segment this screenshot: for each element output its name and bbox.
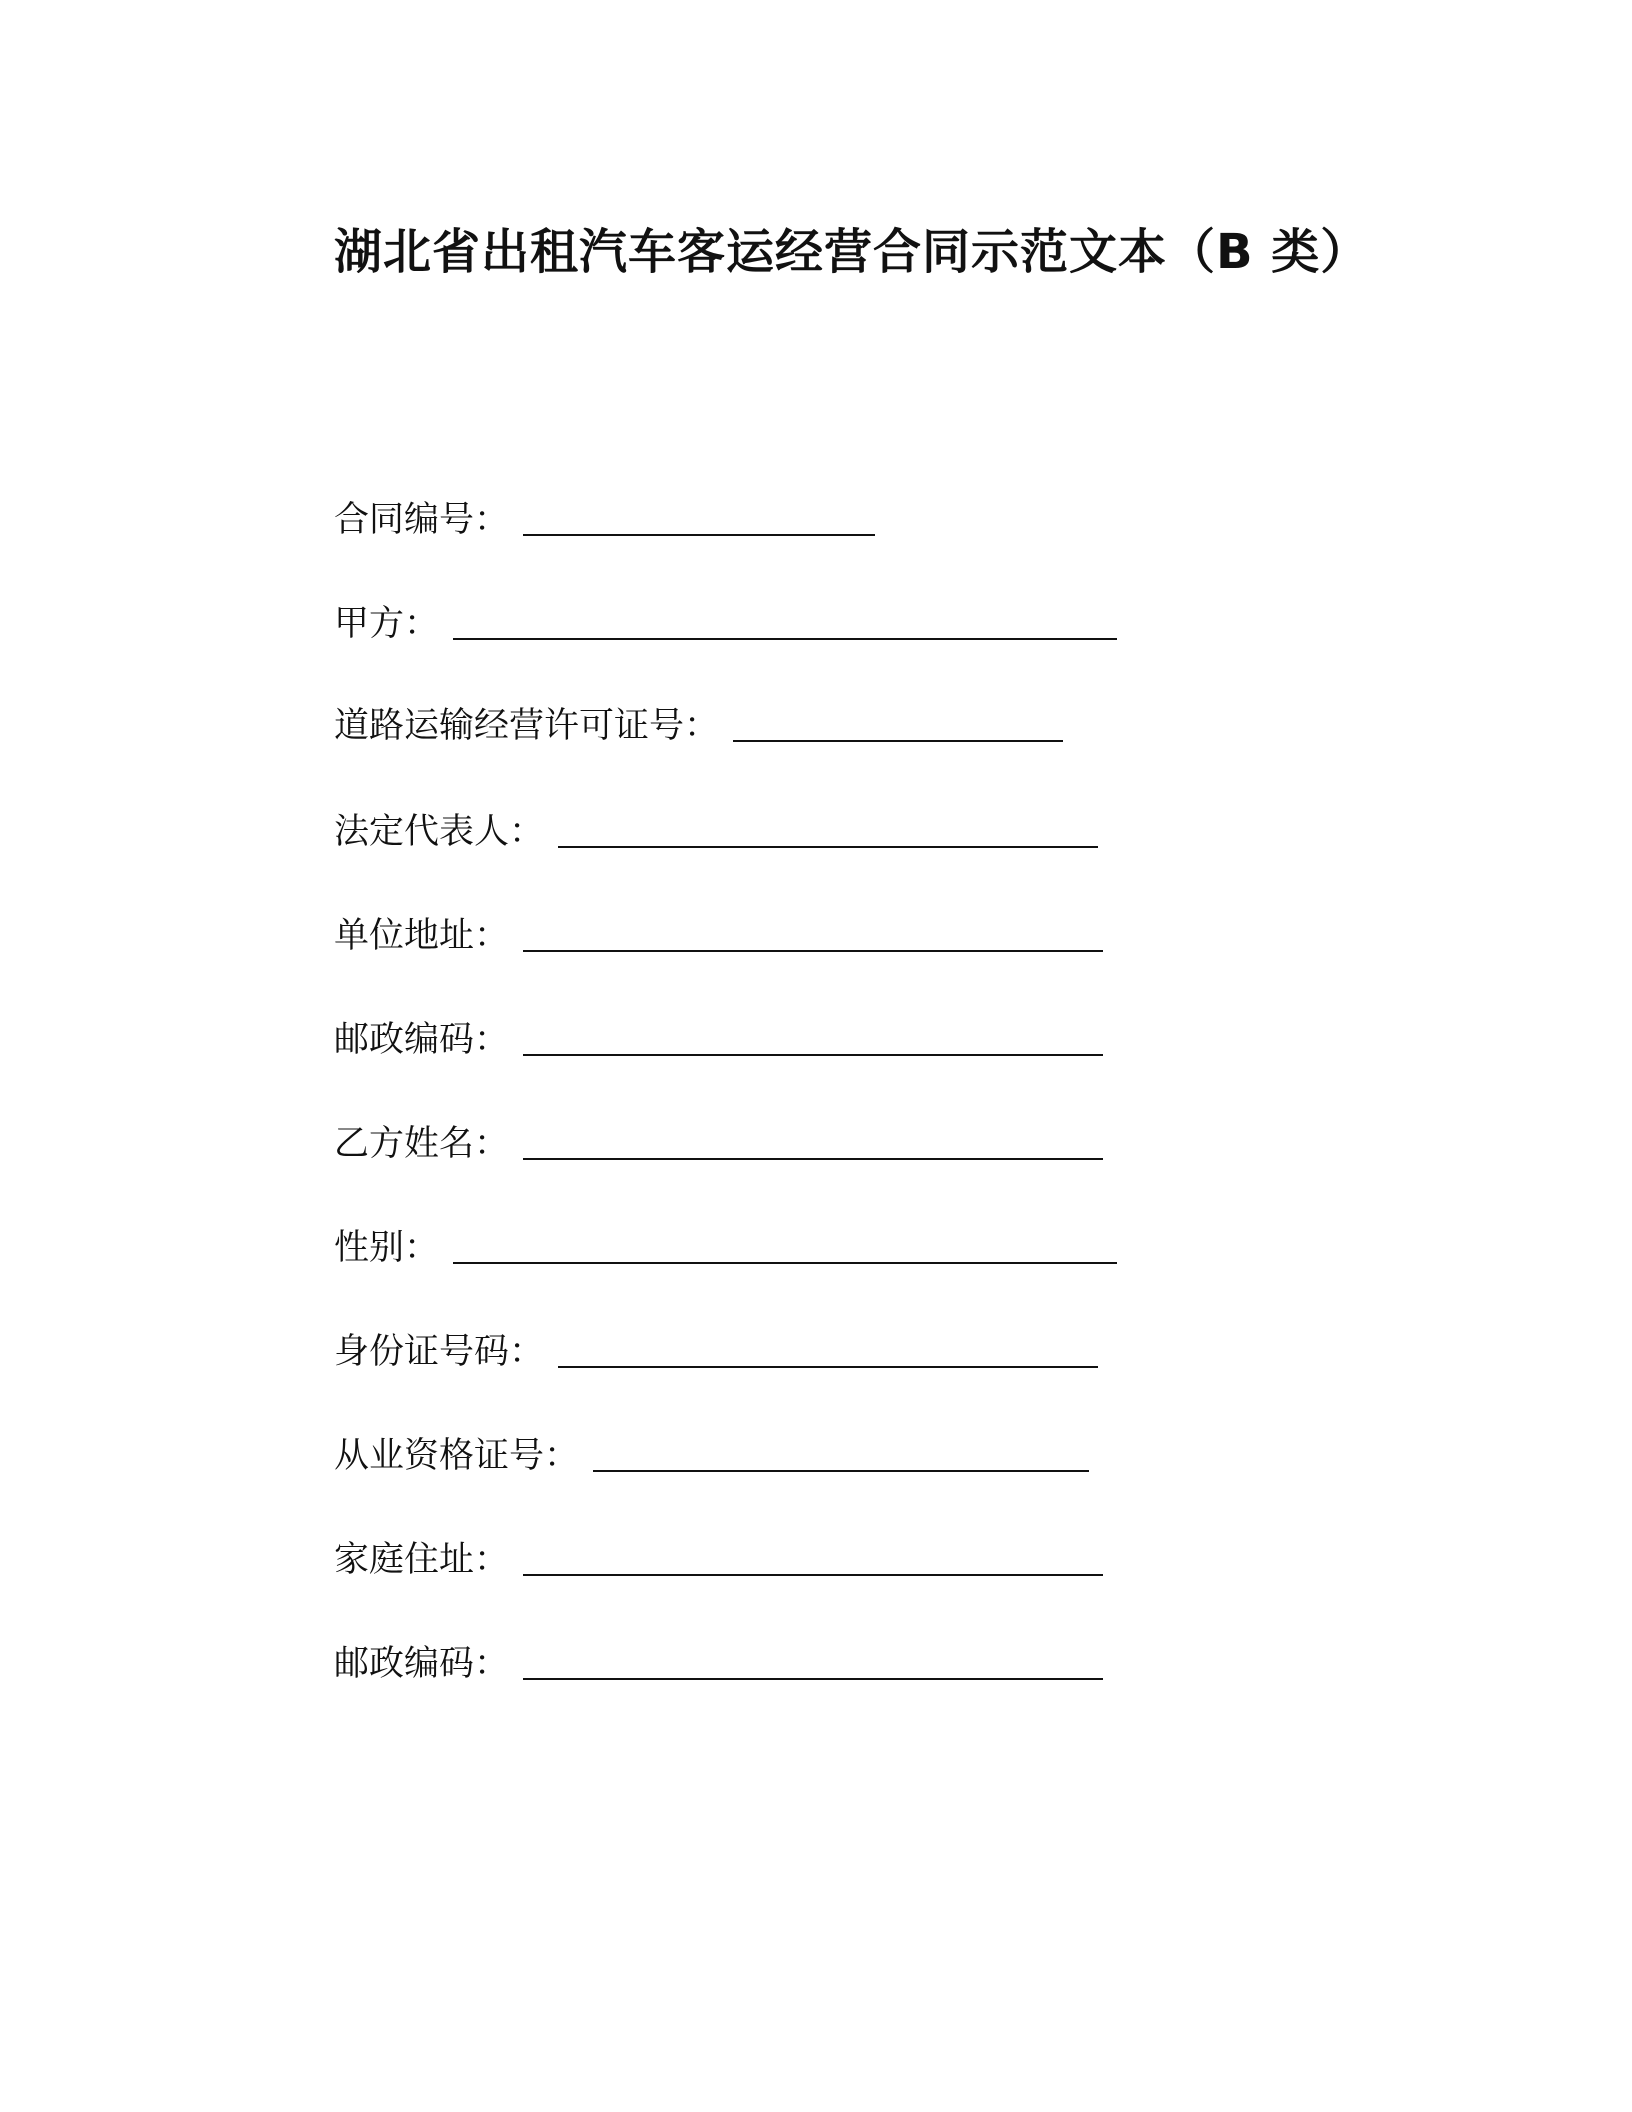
fill-in-blank-line[interactable] [523, 1158, 1103, 1160]
field-colon: ： [474, 916, 510, 956]
fill-in-blank-line[interactable] [733, 740, 1063, 742]
field-colon: ： [509, 1332, 545, 1372]
field-label: 甲方 [334, 604, 405, 644]
fill-in-blank-line[interactable] [453, 638, 1117, 640]
document-title: 湖北省出租汽车客运经营合同示范文本（B 类） [334, 224, 1370, 280]
fill-in-blank-line[interactable] [558, 1366, 1098, 1368]
fill-in-blank-line[interactable] [523, 1678, 1103, 1680]
fill-in-blank-line[interactable] [453, 1262, 1117, 1264]
field-gender [334, 1224, 1117, 1272]
field-label: 合同编号 [334, 500, 475, 540]
field-colon: ： [509, 812, 545, 852]
field-colon: ： [474, 1644, 510, 1684]
field-label: 邮政编码 [334, 1020, 475, 1060]
field-id-number [334, 1328, 1098, 1376]
field-label: 性别 [334, 1228, 405, 1268]
fill-in-blank-line[interactable] [593, 1470, 1089, 1472]
field-colon: ： [474, 1124, 510, 1164]
field-home-address [334, 1536, 1103, 1584]
field-party-a [334, 600, 1117, 648]
field-label: 道路运输经营许可证号 [334, 706, 685, 746]
field-label: 乙方姓名 [334, 1124, 475, 1164]
field-colon: ： [474, 500, 510, 540]
field-home-postal-code [334, 1640, 1103, 1688]
field-label: 法定代表人 [334, 812, 510, 852]
fill-in-blank-line[interactable] [523, 1574, 1103, 1576]
field-contract-number [334, 496, 875, 544]
field-label: 单位地址 [334, 916, 475, 956]
field-colon: ： [474, 1540, 510, 1580]
field-company-address [334, 912, 1103, 960]
fill-in-blank-line[interactable] [523, 534, 875, 536]
field-transport-license-number [334, 702, 1063, 750]
field-label: 家庭住址 [334, 1540, 475, 1580]
field-colon: ： [404, 604, 440, 644]
field-colon: ： [684, 706, 720, 746]
field-legal-representative [334, 808, 1098, 856]
field-label: 从业资格证号 [334, 1436, 545, 1476]
field-label: 身份证号码 [334, 1332, 510, 1372]
fill-in-blank-line[interactable] [523, 950, 1103, 952]
field-party-b-name [334, 1120, 1103, 1168]
field-colon: ： [474, 1020, 510, 1060]
fill-in-blank-line[interactable] [523, 1054, 1103, 1056]
fill-in-blank-line[interactable] [558, 846, 1098, 848]
field-colon: ： [544, 1436, 580, 1476]
field-colon: ： [404, 1228, 440, 1268]
field-company-postal-code [334, 1016, 1103, 1064]
field-label: 邮政编码 [334, 1644, 475, 1684]
field-qualification-certificate-number [334, 1432, 1089, 1480]
